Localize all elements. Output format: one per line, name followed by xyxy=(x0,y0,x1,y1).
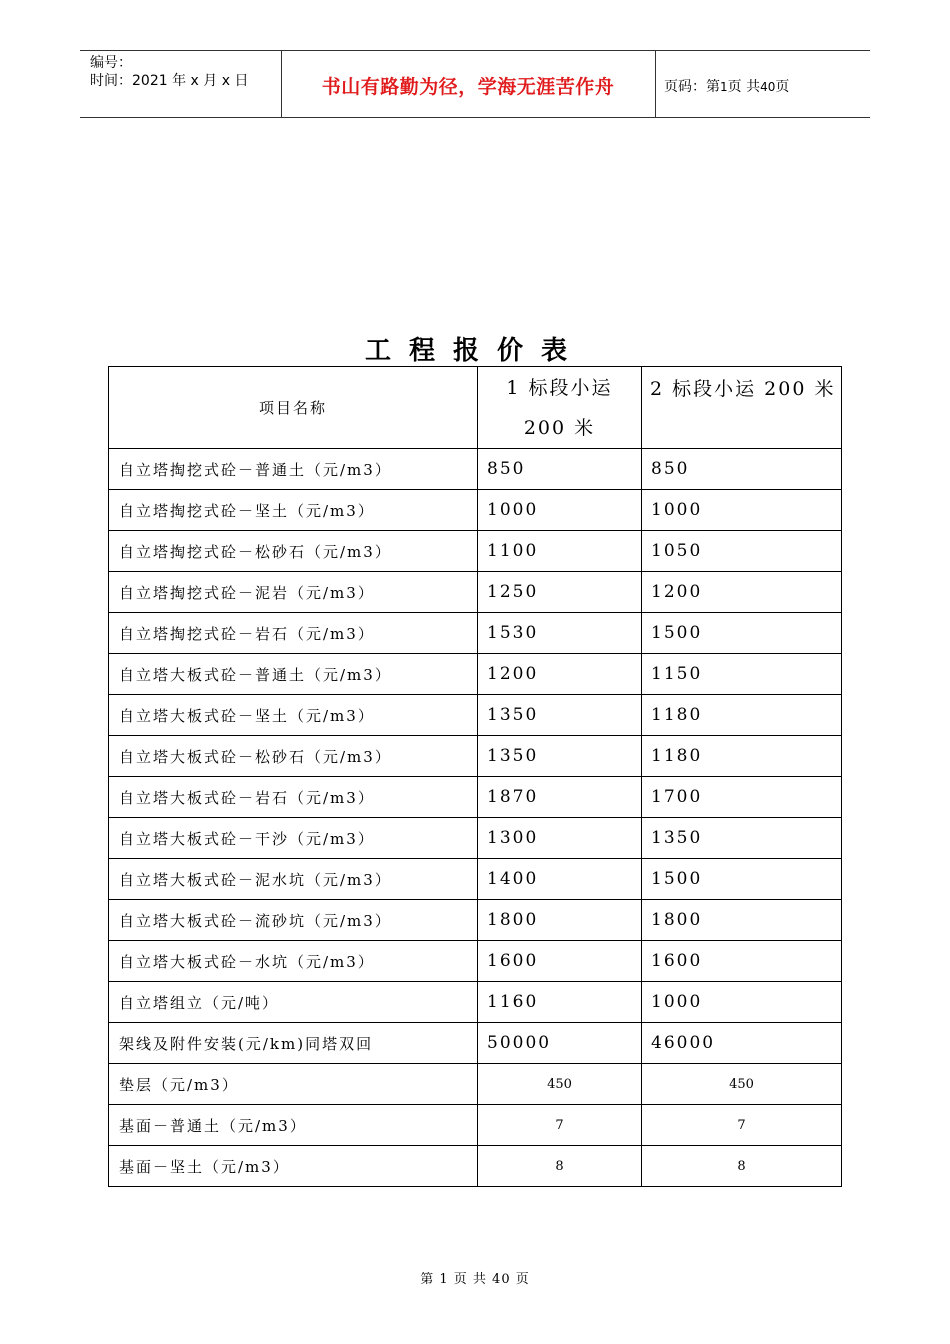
section-2-price-cell: 450 xyxy=(642,1064,842,1105)
page-current: 1 xyxy=(720,80,728,94)
header-section-1-line2: 200 米 xyxy=(523,416,596,439)
item-name-cell: 自立塔掏挖式砼－普通土（元/m3） xyxy=(109,449,478,490)
section-2-price-cell: 1800 xyxy=(642,900,842,941)
header-divider xyxy=(655,50,656,118)
item-name-cell: 垫层（元/m3） xyxy=(109,1064,478,1105)
page-suffix: 页 xyxy=(775,79,790,95)
item-name-cell: 自立塔大板式砼－干沙（元/m3） xyxy=(109,818,478,859)
section-2-price-cell: 1500 xyxy=(642,859,842,900)
section-1-price-cell: 1100 xyxy=(478,531,642,572)
page-mid: 页 共 xyxy=(727,79,761,95)
section-2-price-cell: 1600 xyxy=(642,941,842,982)
section-1-price-cell: 7 xyxy=(478,1105,642,1146)
table-row xyxy=(109,777,842,818)
section-2-price-cell: 850 xyxy=(642,449,842,490)
header-page-indicator xyxy=(664,76,789,96)
page-total: 40 xyxy=(760,80,776,94)
section-1-price-cell: 1870 xyxy=(478,777,642,818)
table-row xyxy=(109,695,842,736)
section-2-price-cell: 1700 xyxy=(642,777,842,818)
section-1-price-cell: 1400 xyxy=(478,859,642,900)
item-name-cell: 自立塔大板式砼－岩石（元/m3） xyxy=(109,777,478,818)
section-1-price-cell: 1350 xyxy=(478,695,642,736)
section-1-price-cell: 850 xyxy=(478,449,642,490)
section-2-price-cell: 1350 xyxy=(642,818,842,859)
table-row xyxy=(109,654,842,695)
table-row xyxy=(109,900,842,941)
item-name-cell: 自立塔大板式砼－坚土（元/m3） xyxy=(109,695,478,736)
item-name-cell: 自立塔组立（元/吨） xyxy=(109,982,478,1023)
header-top-rule xyxy=(80,50,870,51)
header-meta xyxy=(90,54,248,90)
section-1-price-cell: 450 xyxy=(478,1064,642,1105)
item-name-cell: 自立塔掏挖式砼－坚土（元/m3） xyxy=(109,490,478,531)
section-1-price-cell: 1600 xyxy=(478,941,642,982)
table-header-row xyxy=(109,367,842,449)
table-row xyxy=(109,736,842,777)
item-name-cell: 自立塔掏挖式砼－泥岩（元/m3） xyxy=(109,572,478,613)
section-1-price-cell: 1530 xyxy=(478,613,642,654)
header-section-1 xyxy=(478,367,642,449)
section-2-price-cell: 8 xyxy=(642,1146,842,1187)
table-row xyxy=(109,613,842,654)
item-name-cell: 基面－普通土（元/m3） xyxy=(109,1105,478,1146)
section-1-price-cell: 50000 xyxy=(478,1023,642,1064)
section-2-price-cell: 1500 xyxy=(642,613,842,654)
table-row xyxy=(109,941,842,982)
table-row xyxy=(109,531,842,572)
quote-table xyxy=(108,366,842,1187)
document-number-label: 编号： xyxy=(90,55,132,71)
section-1-price-cell: 8 xyxy=(478,1146,642,1187)
section-2-price-cell: 7 xyxy=(642,1105,842,1146)
header-item-name: 项目名称 xyxy=(109,367,478,449)
item-name-cell: 自立塔大板式砼－水坑（元/m3） xyxy=(109,941,478,982)
section-1-price-cell: 1350 xyxy=(478,736,642,777)
table-row xyxy=(109,982,842,1023)
section-2-price-cell: 46000 xyxy=(642,1023,842,1064)
table-row xyxy=(109,490,842,531)
section-2-price-cell: 1180 xyxy=(642,695,842,736)
section-2-price-cell: 1050 xyxy=(642,531,842,572)
document-time: 时间：2021 年 x 月 x 日 xyxy=(90,73,249,89)
table-row xyxy=(109,1146,842,1187)
table-row xyxy=(109,859,842,900)
header-bottom-rule xyxy=(80,117,870,118)
item-name-cell: 基面－坚土（元/m3） xyxy=(109,1146,478,1187)
table-row xyxy=(109,1105,842,1146)
page-footer: 第 1 页 共 40 页 xyxy=(420,1272,530,1287)
item-name-cell: 自立塔掏挖式砼－松砂石（元/m3） xyxy=(109,531,478,572)
item-name-cell: 自立塔掏挖式砼－岩石（元/m3） xyxy=(109,613,478,654)
section-2-price-cell: 1180 xyxy=(642,736,842,777)
table-row xyxy=(109,572,842,613)
header-section-1-line1: 1 标段小运 xyxy=(506,376,613,399)
table-row xyxy=(109,818,842,859)
section-2-price-cell: 1150 xyxy=(642,654,842,695)
table-row xyxy=(109,449,842,490)
item-name-cell: 自立塔大板式砼－普通土（元/m3） xyxy=(109,654,478,695)
page-prefix: 页码：第 xyxy=(664,79,720,95)
section-1-price-cell: 1800 xyxy=(478,900,642,941)
item-name-cell: 自立塔大板式砼－松砂石（元/m3） xyxy=(109,736,478,777)
page-title: 工程报价表 xyxy=(364,336,585,366)
item-name-cell: 架线及附件安装(元/km)同塔双回 xyxy=(109,1023,478,1064)
section-2-price-cell: 1000 xyxy=(642,490,842,531)
section-2-price-cell: 1200 xyxy=(642,572,842,613)
section-1-price-cell: 1300 xyxy=(478,818,642,859)
table-row xyxy=(109,1023,842,1064)
section-1-price-cell: 1250 xyxy=(478,572,642,613)
section-2-price-cell: 1000 xyxy=(642,982,842,1023)
item-name-cell: 自立塔大板式砼－流砂坑（元/m3） xyxy=(109,900,478,941)
header-section-2: 2 标段小运 200 米 xyxy=(642,367,842,449)
item-name-cell: 自立塔大板式砼－泥水坑（元/m3） xyxy=(109,859,478,900)
section-1-price-cell: 1000 xyxy=(478,490,642,531)
table-row xyxy=(109,1064,842,1105)
section-1-price-cell: 1200 xyxy=(478,654,642,695)
section-1-price-cell: 1160 xyxy=(478,982,642,1023)
header-motto: 书山有路勤为径，学海无涯苦作舟 xyxy=(321,76,615,98)
